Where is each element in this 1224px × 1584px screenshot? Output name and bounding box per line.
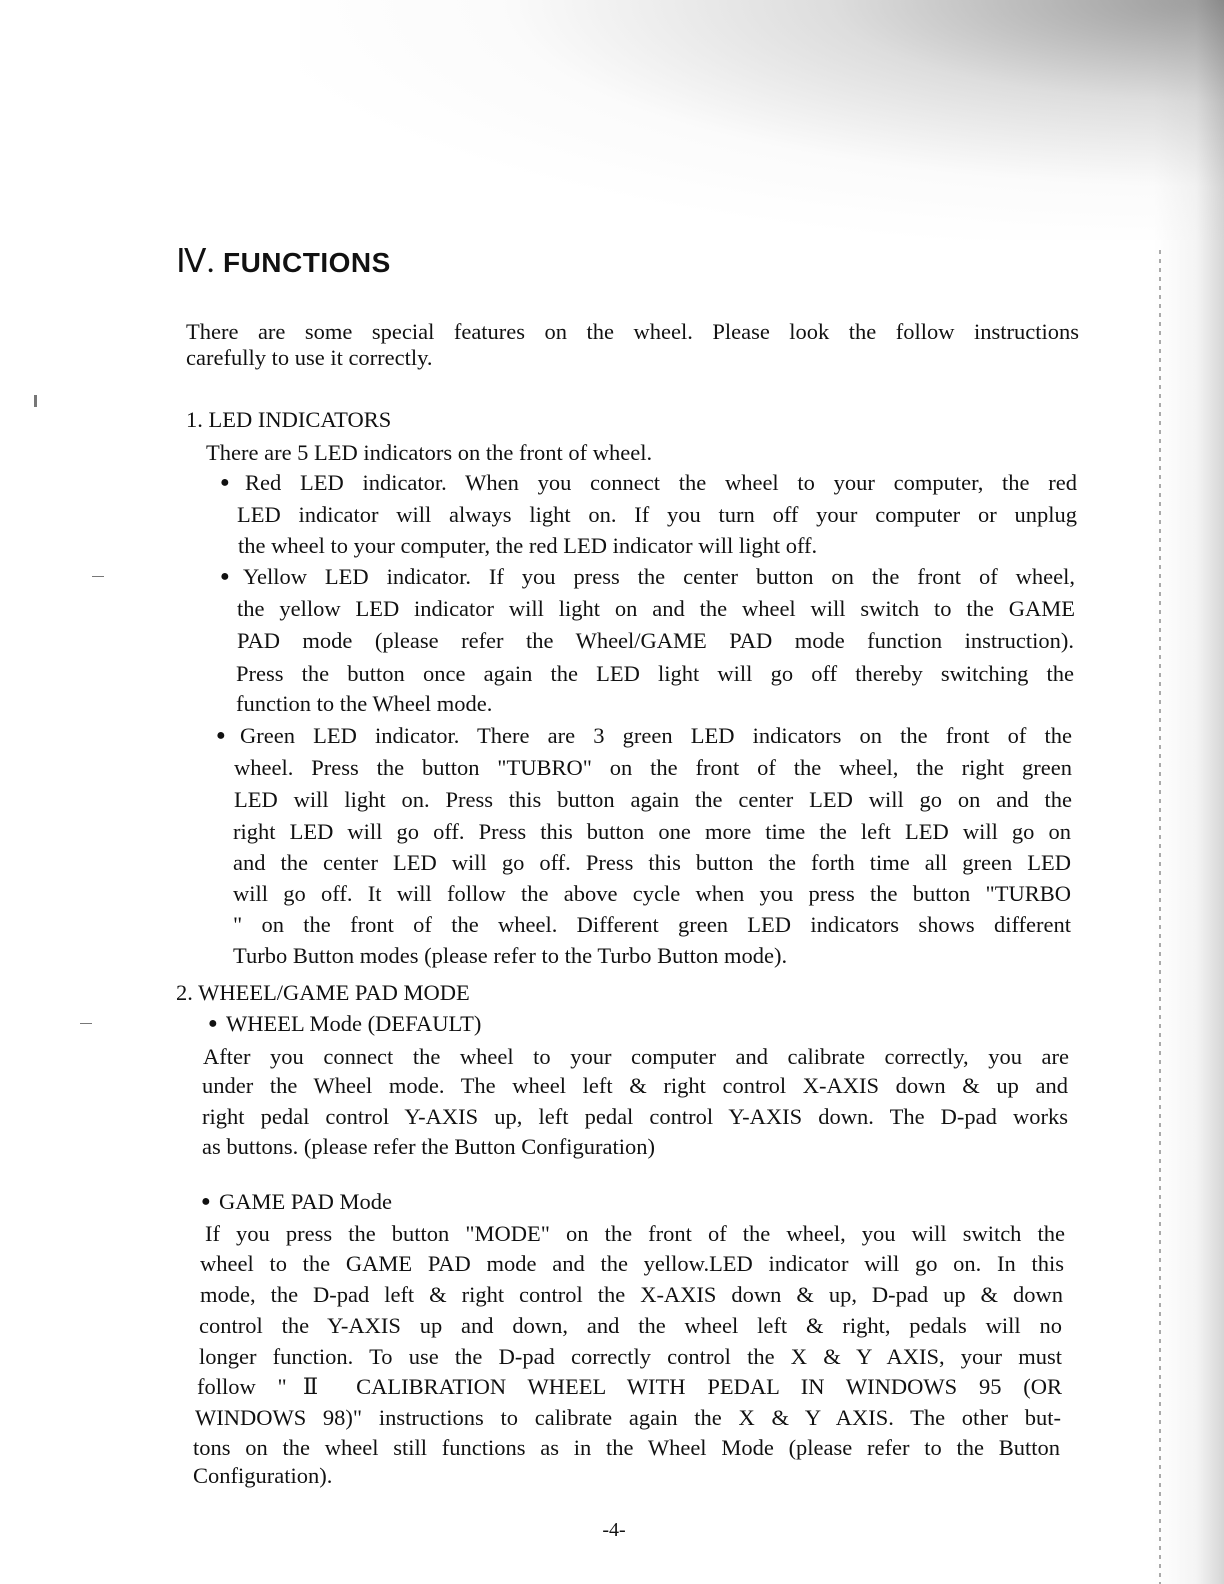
page-number: -4- (602, 1519, 626, 1541)
yellow-led-line: the yellow LED indicator will light on and the wheel will switch to the GAME (237, 596, 1075, 621)
wheel-mode-line: After you connect the wheel to your computer and calibrate correctly, you are (203, 1044, 1069, 1069)
intro-line: carefully to use it correctly. (186, 345, 433, 370)
green-led-line: LED will light on. Press this button again the center LED will go on and the (234, 787, 1072, 812)
green-led-line: " on the front of the wheel. Different green LED indicators shows different (233, 912, 1071, 937)
gamepad-mode-line: mode, the D-pad left & right control the X-AXIS down & up, D-pad up & down (200, 1282, 1063, 1307)
scan-speck (80, 1023, 92, 1024)
red-led-line: LED indicator will always light on. If you turn off your computer or unplug (237, 502, 1077, 527)
wheel-mode-title: WHEEL Mode (DEFAULT) (226, 1011, 482, 1036)
section1-intro: There are 5 LED indicators on the front of wheel. (206, 440, 653, 465)
scan-shadow-top (300, 0, 1224, 240)
red-led-line: Red LED indicator. When you connect the wheel to your computer, the red (245, 470, 1077, 495)
green-led-line: wheel. Press the button "TUBRO" on the front of the wheel, the right green (234, 755, 1072, 780)
green-led-line: Turbo Button modes (please refer to the Turbo Button mode). (233, 943, 788, 968)
heading-numeral: Ⅳ. (176, 244, 215, 280)
intro-line: There are some special features on the wheel. Please look the follow instructions (186, 319, 1079, 344)
green-led-line: will go off. It will follow the above cycle when you press the button "TURBO (233, 881, 1071, 906)
yellow-led-line: Press the button once again the LED light will go off thereby switching the (236, 661, 1074, 686)
bullet-icon: ● (201, 1193, 211, 1210)
section-heading (176, 242, 391, 283)
gamepad-mode-line: tons on the wheel still functions as in the Wheel Mode (please refer to the Button (193, 1435, 1060, 1460)
green-led-line: right LED will go off. Press this button one more time the left LED will go on (233, 819, 1071, 844)
gamepad-mode-line: wheel to the GAME PAD mode and the yellow.LED indicator will go on. In this (200, 1251, 1064, 1276)
section2-title: 2. WHEEL/GAME PAD MODE (176, 980, 470, 1005)
bullet-icon: ● (220, 568, 230, 585)
red-led-line: the wheel to your computer, the red LED indicator will light off. (238, 533, 818, 558)
bullet-icon: ● (208, 1015, 218, 1032)
scan-edge-line (1159, 250, 1161, 1584)
bullet-icon: ● (216, 727, 226, 744)
wheel-mode-line: under the Wheel mode. The wheel left & right control X-AXIS down & up and (202, 1073, 1068, 1098)
scan-shadow-right (1154, 0, 1224, 1584)
gamepad-mode-line: follow "Ⅱ CALIBRATION WHEEL WITH PEDAL IN WINDOWS 95 (OR (197, 1374, 1062, 1399)
yellow-led-line: PAD mode (please refer the Wheel/GAME PAD mode function instruction). (237, 628, 1074, 653)
heading-title: FUNCTIONS (222, 247, 391, 278)
wheel-mode-line: as buttons. (please refer the Button Configuration) (202, 1134, 656, 1159)
gamepad-mode-line: WINDOWS 98)" instructions to calibrate again the X & Y AXIS. The other but- (195, 1405, 1061, 1430)
section1-title: 1. LED INDICATORS (186, 407, 392, 432)
wheel-mode-line: right pedal control Y-AXIS up, left pedal control Y-AXIS down. The D-pad works (202, 1104, 1068, 1129)
green-led-line: Green LED indicator. There are 3 green LED indicators on the front of the (240, 723, 1072, 748)
bullet-icon: ● (220, 474, 230, 491)
yellow-led-line: function to the Wheel mode. (236, 691, 493, 716)
gamepad-mode-line: Configuration). (193, 1463, 333, 1488)
scan-speck (92, 576, 104, 577)
scan-speck (34, 395, 37, 407)
green-led-line: and the center LED will go off. Press this button the forth time all green LED (233, 850, 1071, 875)
gamepad-mode-title: GAME PAD Mode (219, 1189, 392, 1214)
gamepad-mode-line: If you press the button "MODE" on the front of the wheel, you will switch the (205, 1221, 1065, 1246)
yellow-led-line: Yellow LED indicator. If you press the center button on the front of wheel, (243, 564, 1075, 589)
gamepad-mode-line: longer function. To use the D-pad correctly control the X & Y AXIS, your must (199, 1344, 1062, 1369)
gamepad-mode-line: control the Y-AXIS up and down, and the wheel left & right, pedals will no (199, 1313, 1062, 1338)
